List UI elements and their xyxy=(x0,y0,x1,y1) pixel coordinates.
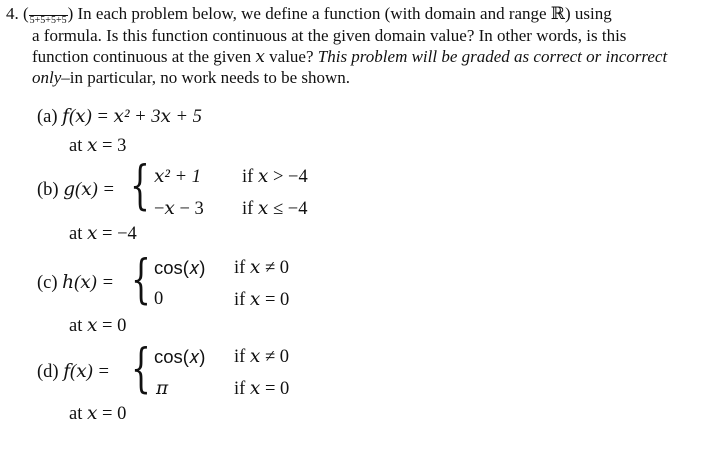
case-2-condition: if 𝑥 = 0 xyxy=(234,379,290,399)
part-d-lhs: (d) 𝑓(𝑥) = xyxy=(37,362,110,382)
part-label: (b) xyxy=(37,180,59,200)
part-a xyxy=(37,106,202,128)
intro-line-3: function continuous at the given 𝑥 value? This problem will be graded as correct or incorrect xyxy=(32,47,668,66)
function-definition: 𝑓(𝑥) = 𝑥² + 3𝑥 + 5 xyxy=(62,107,202,127)
case-1-condition: if 𝑥 ≠ 0 xyxy=(234,347,290,367)
intro-line-1: In each problem below, we define a function (with domain and range ℝ) using xyxy=(77,4,612,23)
part-a-at: at 𝑥 = 3 xyxy=(69,136,127,156)
case-1-expression: 𝑥² + 1 xyxy=(154,167,201,187)
case-2-condition: if 𝑥 = 0 xyxy=(234,290,290,310)
part-c-lhs: (c) ℎ(𝑥) = xyxy=(37,273,114,293)
part-b-lhs: (b) 𝑔(𝑥) = xyxy=(37,180,115,200)
part-c-at: at 𝑥 = 0 xyxy=(69,316,127,336)
part-d-at: at 𝑥 = 0 xyxy=(69,404,127,424)
intro-line-4: only–in particular, no work needs to be shown. xyxy=(32,68,351,87)
left-brace: { xyxy=(131,339,151,399)
part-b-at: at 𝑥 = −4 xyxy=(69,224,137,244)
left-brace: { xyxy=(131,250,151,310)
case-2-expression: 𝜋 xyxy=(156,379,169,399)
left-brace: { xyxy=(130,156,150,216)
points-fraction: 5+5+5+5 xyxy=(29,5,68,26)
problem-header-line: 4. ( 5+5+5+5 ) In each problem below, we define a function (with domain and range ℝ) using xyxy=(6,4,612,26)
part-label: (a) xyxy=(37,107,58,127)
problem-number: 4. xyxy=(6,4,19,23)
case-2-expression: −𝑥 − 3 xyxy=(154,199,204,219)
case-1-expression: cos(𝑥) xyxy=(154,346,206,367)
case-1-condition: if 𝑥 > −4 xyxy=(242,167,308,187)
part-label: (c) xyxy=(37,273,58,293)
case-1-condition: if 𝑥 ≠ 0 xyxy=(234,258,290,278)
case-2-condition: if 𝑥 ≤ −4 xyxy=(242,199,308,219)
part-label: (d) xyxy=(37,362,59,382)
case-2-expression: 0 xyxy=(154,289,164,309)
case-1-expression: cos(𝑥) xyxy=(154,257,206,278)
intro-line-2: a formula. Is this function continuous at the given domain value? In other words, is this xyxy=(32,26,627,45)
